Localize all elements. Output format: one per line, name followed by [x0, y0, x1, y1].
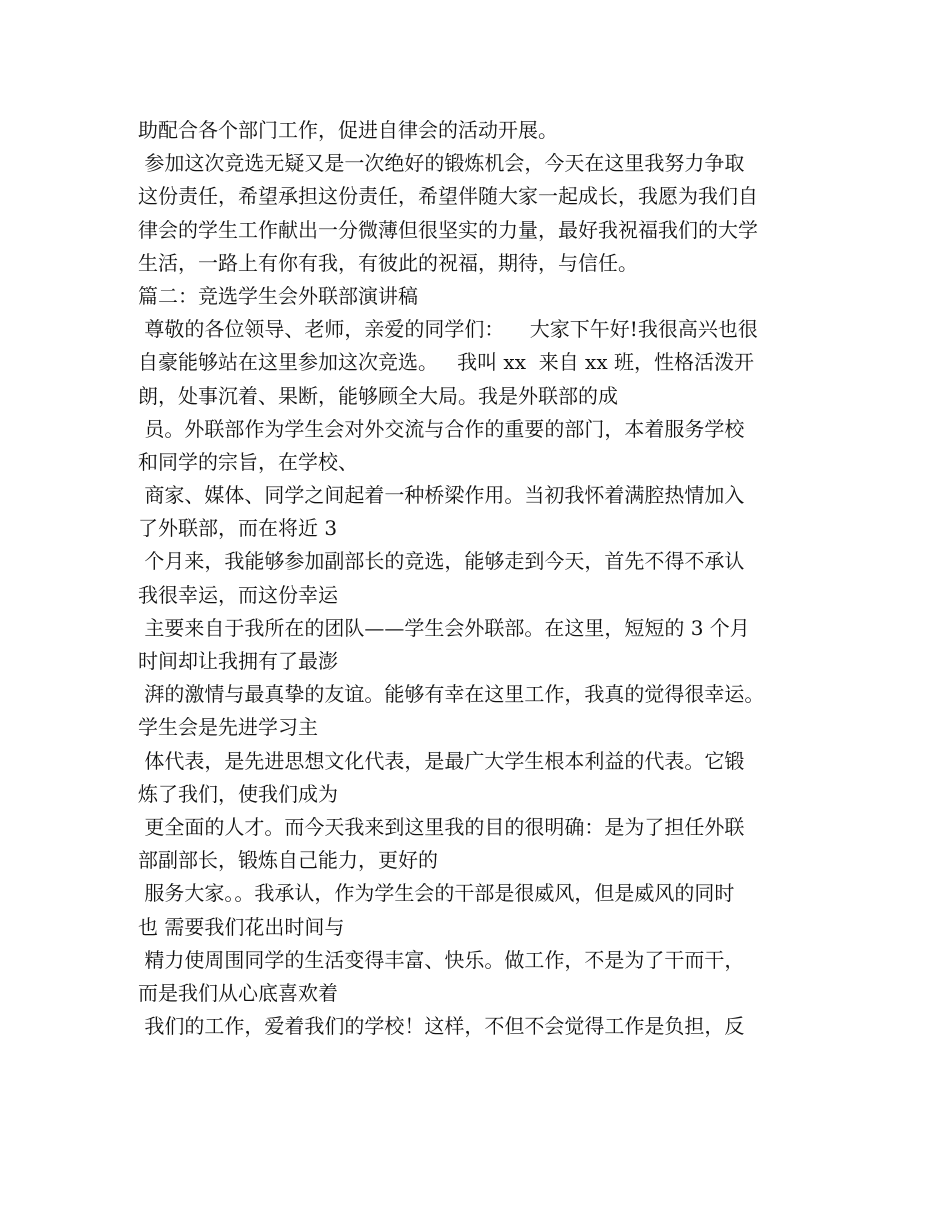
text-line: 精力使周围同学的生活变得丰富、快乐。做工作，不是为了干而干， — [138, 947, 745, 972]
text-line: 律会的学生工作献出一分微薄但很坚实的力量，最好我祝福我们的大学 — [138, 217, 758, 242]
text-line: 服务大家。。我承认，作为学生会的干部是很威风，但是威风的同时 — [138, 881, 735, 906]
text-line: 朗，处事沉着、果断，能够顾全大局。我是外联部的成 — [138, 383, 618, 408]
text-line: 助配合各个部门工作，促进自律会的活动开展。 — [138, 118, 558, 142]
text-line: 自豪能够站在这里参加这次竞选。 我叫 xx 来自 xx 班，性格活泼开 — [138, 350, 754, 375]
text-line: 个月来，我能够参加副部长的竞选，能够走到今天，首先不得不承认 — [138, 549, 745, 574]
text-line: 部副部长，锻炼自己能力，更好的 — [138, 848, 438, 873]
body-text — [138, 114, 838, 1043]
text-line: 尊敬的各位领导、老师，亲爱的同学们： 大家下午好!我很高兴也很 — [138, 317, 758, 342]
text-line: 学生会是先进学习主 — [138, 715, 318, 740]
text-line: 也 需要我们花出时间与 — [138, 914, 345, 939]
text-line: 和同学的宗旨，在学校、 — [138, 449, 358, 474]
text-line: 而是我们从心底喜欢着 — [138, 980, 338, 1005]
text-line: 员。外联部作为学生会对外交流与合作的重要的部门，本着服务学校 — [138, 416, 745, 441]
text-line: 炼了我们，使我们成为 — [138, 781, 338, 806]
text-line: 了外联部，而在将近 3 — [138, 516, 338, 541]
text-line: 湃的激情与最真挚的友谊。能够有幸在这里工作，我真的觉得很幸运。 — [138, 682, 765, 707]
section-heading: 篇二：竞选学生会外联部演讲稿 — [138, 283, 418, 308]
text-line: 商家、媒体、同学之间起着一种桥梁作用。当初我怀着满腔热情加入 — [138, 483, 745, 508]
text-line: 这份责任，希望承担这份责任，希望伴随大家一起成长，我愿为我们自 — [138, 184, 758, 209]
text-line: 更全面的人才。而今天我来到这里我的目的很明确：是为了担任外联 — [138, 814, 745, 839]
text-line: 参加这次竞选无疑又是一次绝好的锻炼机会，今天在这里我努力争取 — [138, 151, 745, 176]
text-line: 生活，一路上有你有我，有彼此的祝福，期待，与信任。 — [138, 250, 638, 275]
text-line: 我们的工作，爱着我们的学校！这样，不但不会觉得工作是负担，反 — [138, 1014, 745, 1039]
text-line: 时间却让我拥有了最澎 — [138, 649, 338, 673]
text-line: 主要来自于我所在的团队——学生会外联部。在这里，短短的 3 个月 — [138, 615, 750, 640]
text-line: 我很幸运，而这份幸运 — [138, 582, 338, 607]
text-line: 体代表，是先进思想文化代表，是最广大学生根本利益的代表。它锻 — [138, 748, 745, 773]
